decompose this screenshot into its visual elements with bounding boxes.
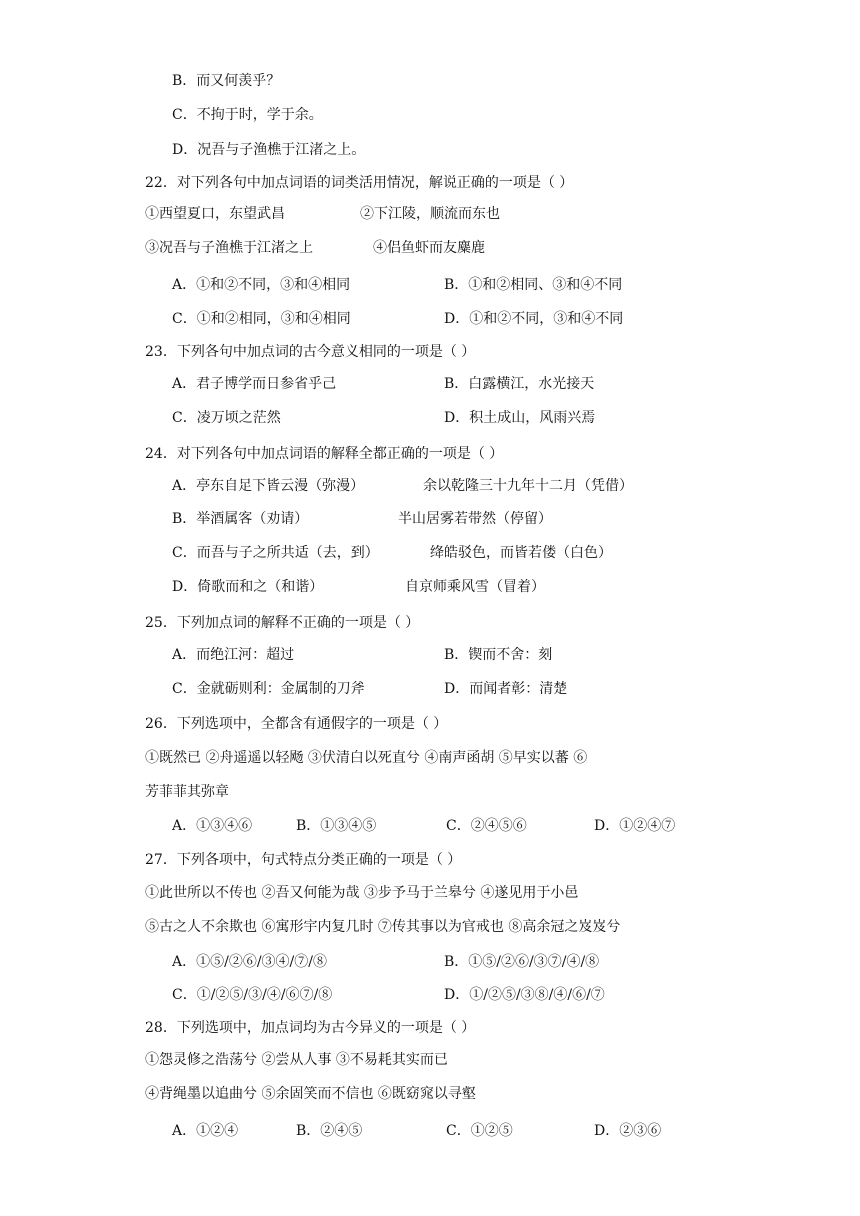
option-d-part1: D．倚歌而和之（和谐） [172, 579, 324, 595]
option-c: C．①②⑤ [446, 1123, 513, 1139]
option-b-part2: 半山居雾若带然（停留） [398, 511, 552, 527]
items-line-1: ①此世所以不传也 ②吾又何能为哉 ③步予马于兰皋兮 ④遂见用于小邑 [145, 885, 579, 901]
question-stem: 23．下列各句中加点词的古今意义相同的一项是（ ） [145, 344, 476, 360]
option-d: D．而闻者彰：清楚 [444, 681, 568, 697]
items-line-1: ①既然已 ②舟遥遥以轻飏 ③伏清白以死直兮 ④南声函胡 ⑤早实以蕃 ⑥ [145, 750, 588, 766]
option-a-part2: 余以乾隆三十九年十二月（凭借） [423, 478, 633, 494]
option-d: D．①/②⑤/③⑧/④/⑥/⑦ [444, 987, 605, 1003]
option-d: D．②③⑥ [594, 1123, 662, 1139]
option-c: C．凌万顷之茫然 [172, 410, 281, 426]
option-a-part1: A．亭东自足下皆云漫（弥漫） [172, 478, 365, 494]
option-c: C．②④⑤⑥ [446, 818, 527, 834]
option-a: A．①和②不同，③和④相同 [172, 277, 351, 293]
q21-option-b: B．而又何羡乎？ [172, 73, 281, 89]
option-d: D．积土成山，风雨兴焉 [444, 410, 596, 426]
question-stem: 28．下列选项中，加点词均为古今异义的一项是（ ） [145, 1020, 476, 1036]
option-b: B．①和②相同、③和④不同 [444, 277, 623, 293]
option-a: A．而绝江河：超过 [172, 647, 295, 663]
option-a: A．君子博学而日参省乎己 [172, 376, 337, 392]
option-b: B．①⑤/②⑥/③⑦/④/⑧ [444, 954, 600, 970]
option-a: A．①③④⑥ [172, 818, 253, 834]
question-stem: 27．下列各项中，句式特点分类正确的一项是（ ） [145, 852, 462, 868]
option-b: B．白露横江，水光接天 [444, 376, 595, 392]
items-line-2: ④背绳墨以追曲兮 ⑤余固笑而不信也 ⑥既窈窕以寻壑 [145, 1086, 476, 1102]
option-c: C．金就砺则利：金属制的刀斧 [172, 681, 365, 697]
question-stem: 26．下列选项中，全都含有通假字的一项是（ ） [145, 716, 448, 732]
question-stem: 22．对下列各句中加点词语的词类活用情况，解说正确的一项是（ ） [145, 175, 574, 191]
sentence-2: ②下江陵，顺流而东也 [360, 206, 500, 222]
option-b-part1: B．举酒属客（劝请） [172, 511, 309, 527]
option-b: B．①③④⑤ [296, 818, 377, 834]
option-a: A．①⑤/②⑥/③④/⑦/⑧ [172, 954, 327, 970]
q21-option-d: D．况吾与子渔樵于江渚之上。 [172, 142, 366, 158]
sentence-1: ①西望夏口，东望武昌 [145, 206, 285, 222]
option-d: D．①②④⑦ [594, 818, 676, 834]
option-c: C．①和②相同，③和④相同 [172, 311, 351, 327]
q21-option-c: C．不拘于时，学于余。 [172, 107, 323, 123]
option-b: B．锲而不舍：刻 [444, 647, 553, 663]
option-c-part2: 绛皓驳色，而皆若偻（白色） [430, 545, 612, 561]
items-line-2: 芳菲菲其弥章 [145, 784, 229, 800]
question-stem: 25．下列加点词的解释不正确的一项是（ ） [145, 615, 420, 631]
option-d-part2: 自京师乘风雪（冒着） [405, 579, 545, 595]
option-d: D．①和②不同，③和④不同 [444, 311, 624, 327]
option-c: C．①/②⑤/③/④/⑥⑦/⑧ [172, 987, 333, 1003]
items-line-2: ⑤古之人不余欺也 ⑥寓形宇内复几时 ⑦传其事以为官戒也 ⑧高余冠之岌岌兮 [145, 919, 621, 935]
sentence-4: ④侣鱼虾而友麋鹿 [373, 240, 485, 256]
option-c-part1: C．而吾与子之所共适（去，到） [172, 545, 379, 561]
option-a: A．①②④ [172, 1123, 239, 1139]
items-line-1: ①怨灵修之浩荡兮 ②尝从人事 ③不易耗其实而已 [145, 1052, 448, 1068]
question-stem: 24．对下列各句中加点词语的解释全都正确的一项是（ ） [145, 446, 504, 462]
option-b: B．②④⑤ [296, 1123, 363, 1139]
sentence-3: ③况吾与子渔樵于江渚之上 [145, 240, 313, 256]
